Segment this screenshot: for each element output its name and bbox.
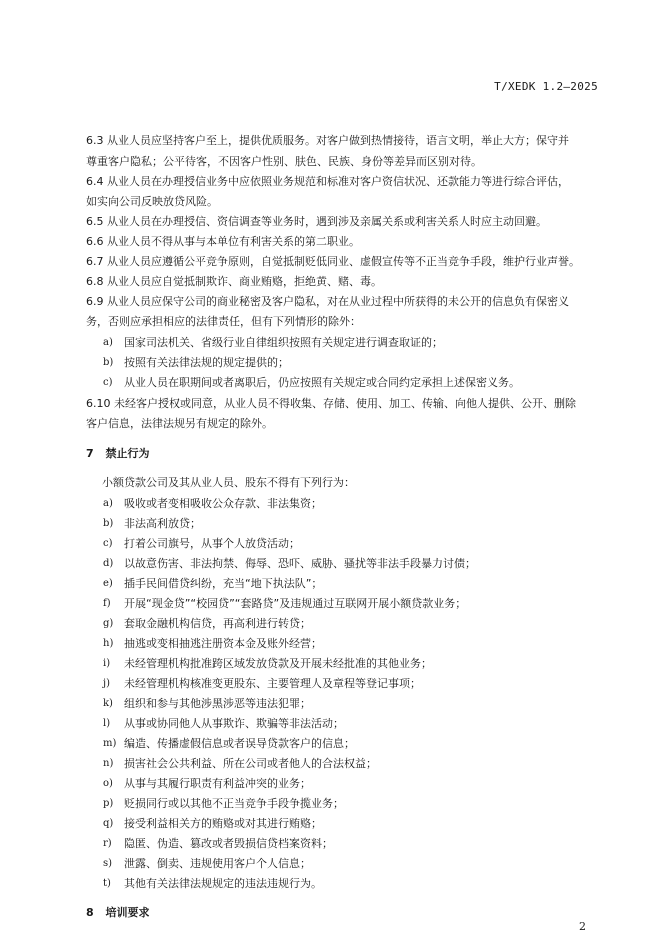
list-item: 从事或协同他人从事欺诈、欺骗等非法活动； [124, 717, 344, 730]
section-7-heading [86, 447, 150, 461]
list-item: 泄露、倒卖、违规使用客户个人信息； [124, 857, 311, 870]
list-item: 其他有关法律法规规定的违法违规行为。 [124, 877, 322, 890]
clause-6-9-line1 [86, 295, 569, 309]
list-item: 从事与其履行职责有利益冲突的业务； [124, 777, 311, 790]
clause-text: 从业人员应坚持客户至上，提供优质服务。对客户做到热情接待，语言文明，举止大方；保守并 [107, 134, 569, 147]
list-marker: l) [103, 718, 111, 729]
clause-text: 未经客户授权或同意，从业人员不得收集、存储、使用、加工、传输、向他人提供、公开、删除 [114, 397, 576, 410]
list-marker: s) [103, 858, 113, 869]
clause-6-4-line1 [86, 175, 569, 189]
list-item: 以故意伤害、非法拘禁、侮辱、恐吓、威胁、骚扰等非法手段暴力讨债； [124, 557, 476, 570]
list-marker: c) [103, 538, 113, 549]
clause-6-6 [86, 235, 360, 249]
list-item: 按照有关法律法规的规定提供的； [124, 356, 289, 369]
list-marker: n) [103, 758, 114, 769]
list-marker: r) [103, 838, 112, 849]
list-item: 从业人员在职期间或者离职后，仍应按照有关规定或合同约定承担上述保密义务。 [124, 376, 520, 389]
list-marker: m) [103, 738, 117, 749]
clause-6-8 [86, 275, 382, 289]
clause-number: 6.8 [86, 275, 104, 288]
list-item: 贬损同行或以其他不正当竞争手段争揽业务； [124, 797, 344, 810]
document-code: T/XEDK 1.2—2025 [494, 80, 598, 93]
list-marker: o) [103, 778, 113, 789]
list-marker: j) [103, 678, 111, 689]
clause-6-4-line2: 如实向公司反映放贷风险。 [86, 195, 218, 208]
list-item: 吸收或者变相吸收公众存款、非法集资； [124, 497, 322, 510]
list-item: 国家司法机关、省级行业自律组织按照有关规定进行调查取证的； [124, 336, 443, 349]
clause-6-10-line1 [86, 397, 576, 411]
clause-6-5 [86, 215, 547, 229]
list-item: 编造、传播虚假信息或者误导贷款客户的信息； [124, 737, 355, 750]
section-number: 7 [86, 447, 94, 460]
list-marker: t) [103, 878, 111, 889]
list-item: 隐匿、伪造、篡改或者毁损信贷档案资料； [124, 837, 333, 850]
clause-text: 从业人员应自觉抵制欺诈、商业贿赂，拒绝黄、赌、毒。 [107, 275, 382, 288]
list-item: 损害社会公共利益、所在公司或者他人的合法权益； [124, 757, 377, 770]
clause-number: 6.6 [86, 235, 104, 248]
clause-text: 从业人员在办理授信业务中应依照业务规范和标准对客户资信状况、还款能力等进行综合评估， [107, 175, 569, 188]
section-title: 禁止行为 [105, 447, 150, 460]
list-marker: b) [103, 357, 114, 368]
list-marker: a) [103, 337, 113, 348]
list-marker: c) [103, 377, 113, 388]
clause-text: 从业人员不得从事与本单位有利害关系的第二职业。 [107, 235, 360, 248]
list-item: 未经管理机构批准跨区域发放贷款及开展未经批准的其他业务； [124, 657, 432, 670]
clause-6-7 [86, 255, 580, 269]
list-marker: q) [103, 818, 114, 829]
clause-text: 从业人员应遵循公平竞争原则，自觉抵制贬低同业、虚假宣传等不正当竞争手段，维护行业声誉。 [107, 255, 580, 268]
clause-text: 从业人员在办理授信、资信调查等业务时，遇到涉及亲属关系或利害关系人时应主动回避。 [107, 215, 547, 228]
list-item: 未经管理机构核准变更股东、主要管理人及章程等登记事项； [124, 677, 421, 690]
list-item: 插手民间借贷纠纷，充当“地下执法队”； [124, 577, 323, 590]
list-marker: g) [103, 618, 114, 629]
section-8-heading [86, 906, 150, 920]
clause-text: 从业人员应保守公司的商业秘密及客户隐私，对在从业过程中所获得的未公开的信息负有保密义 [107, 295, 569, 308]
page-number: 2 [579, 920, 586, 933]
clause-6-3-line1 [86, 134, 569, 148]
list-item: 抽逃或变相抽逃注册资本金及账外经营； [124, 637, 322, 650]
list-marker: f) [103, 598, 111, 609]
clause-6-10-line2: 客户信息，法律法规另有规定的除外。 [86, 417, 273, 430]
list-item: 开展“现金贷”“校园贷”“套路贷”及违规通过互联网开展小额贷款业务； [124, 597, 467, 610]
list-marker: k) [103, 698, 113, 709]
clause-number: 6.3 [86, 134, 104, 147]
section-number: 8 [86, 906, 94, 919]
list-item: 打着公司旗号，从事个人放贷活动； [124, 537, 300, 550]
clause-number: 6.7 [86, 255, 104, 268]
list-marker: p) [103, 798, 114, 809]
list-marker: d) [103, 558, 114, 569]
clause-number: 6.9 [86, 295, 104, 308]
clause-6-9-line2: 务，否则应承担相应的法律责任，但有下列情形的除外： [86, 315, 361, 328]
clause-6-3-line2: 尊重客户隐私；公平待客，不因客户性别、肤色、民族、身份等差异而区别对待。 [86, 155, 482, 168]
list-marker: b) [103, 518, 114, 529]
section-title: 培训要求 [105, 906, 150, 919]
list-item: 非法高利放贷； [124, 517, 201, 530]
section-7-intro: 小额贷款公司及其从业人员、股东不得有下列行为： [102, 476, 355, 489]
list-marker: a) [103, 498, 113, 509]
clause-number: 6.5 [86, 215, 104, 228]
clause-number: 6.4 [86, 175, 104, 188]
list-item: 接受利益相关方的贿赂或对其进行贿赂； [124, 817, 322, 830]
list-marker: e) [103, 578, 113, 589]
list-marker: h) [103, 638, 114, 649]
list-item: 组织和参与其他涉黑涉恶等违法犯罪； [124, 697, 311, 710]
clause-number: 6.10 [86, 397, 111, 410]
list-marker: i) [103, 658, 111, 669]
list-item: 套取金融机构信贷，再高利进行转贷； [124, 617, 311, 630]
